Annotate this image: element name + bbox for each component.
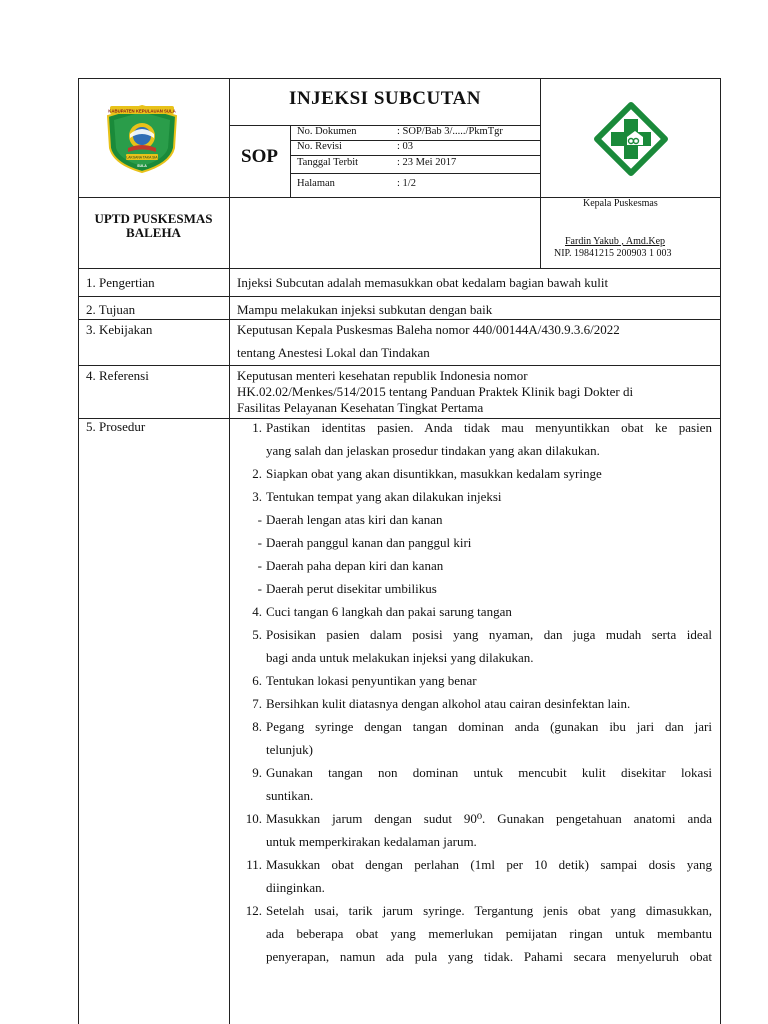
page-label: Halaman [297,178,335,189]
kebijakan-text-line1: Keputusan Kepala Puskesmas Baleha nomor 440/00144A/430.9.3.6/2022 [237,322,620,337]
procedure-step [238,669,712,692]
section-label-pengertian: 1. Pengertian [86,275,155,290]
divider-sections-col [229,268,230,1024]
emblem-motto-text: LAKSANA TAKA SIA [126,155,158,160]
referensi-text-line1: Keputusan menteri kesehatan republik Indonesia nomor [237,368,528,383]
step-number: 9. [252,765,262,780]
step-text-line: Gunakan tangan non dominan untuk mencubit kulit disekitar lokasi [266,765,712,780]
step-number: 12. [245,903,262,918]
step-text-line: Daerah panggul kanan dan panggul kiri [266,535,472,550]
step-text-line: Cuci tangan 6 langkah dan pakai sarung tangan [266,604,512,619]
step-number: - [257,558,262,573]
row-line-3 [290,173,540,174]
step-number: 11. [246,857,262,872]
step-text-line: Pastikan identitas pasien. Anda tidak mau menyuntikkan obat ke pasien [266,420,712,435]
divider-sop [290,125,291,197]
step-number: 1. [252,420,262,435]
step-text-line: Pegang syringe dengan tangan dominan anda (gunakan ibu jari dan jari [266,719,712,734]
step-text-line: Daerah paha depan kiri dan kanan [266,558,444,573]
border-right [720,78,721,1024]
step-text-line: suntikan. [266,788,314,803]
border-top [78,78,720,79]
step-text-line: Posisikan pasien dalam posisi yang nyaman, dan juga mudah serta ideal [266,627,712,642]
step-text-line: Masukkan obat dengan perlahan (1ml per 10 detik) sampai dosis yang [266,857,712,872]
step-number: - [257,581,262,596]
signature-nip: NIP. 19841215 200903 1 003 [554,248,672,259]
step-number: 4. [252,604,262,619]
page-title: INJEKSI SUBCUTAN [289,88,481,109]
row-line-tujuan [78,319,720,320]
row-line-kebijakan [78,365,720,366]
step-number: 2. [252,466,262,481]
procedure-step [238,899,712,968]
emblem-bottom-text: SULA [137,164,147,168]
procedure-step [238,508,712,531]
step-text-line: Daerah lengan atas kiri dan kanan [266,512,443,527]
step-text-line: Tentukan lokasi penyuntikan yang benar [266,673,477,688]
step-text-line: yang salah dan jelaskan prosedur tindakan yang akan dilakukan. [266,443,600,458]
step-number: - [257,535,262,550]
procedure-step [238,761,712,807]
referensi-text-line3: Fasilitas Pelayanan Kesehatan Tingkat Pertama [237,400,484,415]
divider-header-end [78,268,720,269]
referensi-text-line2: HK.02.02/Menkes/514/2015 tentang Panduan Praktek Klinik bagi Dokter di [237,384,634,399]
procedure-step [238,416,712,462]
puskesmas-logo [593,101,669,177]
section-label-prosedur: 5. Prosedur [86,419,146,434]
doc-number-label: No. Dokumen [297,126,357,137]
pengertian-text: Injeksi Subcutan adalah memasukkan obat kedalam bagian bawah kulit [237,275,609,290]
emblem-top-text: KABUPATEN KEPULAUAN SULA [108,108,176,114]
procedure-step [238,554,712,577]
step-text-line: bagi anda untuk melakukan injeksi yang dilakukan. [266,650,534,665]
step-text-line: Bersihkan kulit diatasnya dengan alkohol atau cairan desinfektan lain. [266,696,631,711]
procedure-step [238,531,712,554]
section-label-referensi: 4. Referensi [86,368,149,383]
revision-value: : 03 [397,141,414,152]
step-text-line: untuk memperkirakan kedalaman jarum. [266,834,477,849]
procedure-step [238,807,712,853]
page-value: : 1/2 [397,178,416,189]
step-number: - [257,512,262,527]
step-text-line: Siapkan obat yang akan disuntikkan, masukkan kedalam syringe [266,466,602,481]
org-name-line2: BALEHA [126,225,181,240]
procedure-step [238,577,712,600]
doc-number-value: : SOP/Bab 3/...../PkmTgr [397,126,503,137]
procedure-step [238,715,712,761]
sop-label: SOP [241,146,278,167]
regency-emblem-logo [104,104,180,174]
section-label-tujuan: 2. Tujuan [86,302,136,317]
procedure-step [238,623,712,669]
org-name-line1: UPTD PUSKESMAS [94,211,213,226]
step-text-line: penyerapan, namun ada pula yang tidak. Pahami secara menyeluruh obat [266,949,712,964]
procedure-step [238,462,712,485]
step-text-line: Daerah perut disekitar umbilikus [266,581,437,596]
procedure-step [238,600,712,623]
procedure-step [238,853,712,899]
step-number: 6. [252,673,262,688]
step-number: 10. [245,811,262,826]
step-text-line: diinginkan. [266,880,325,895]
issue-date-value: : 23 Mei 2017 [397,157,457,168]
procedure-step [238,692,712,715]
tujuan-text: Mampu melakukan injeksi subkutan dengan baik [237,302,493,317]
step-text-line: Setelah usai, tarik jarum syringe. Tergantung jenis obat yang dimasukkan, [266,903,712,918]
kebijakan-text-line2: tentang Anestesi Lokal dan Tindakan [237,345,430,360]
row-line-pengertian [78,296,720,297]
procedure-step [238,485,712,508]
step-text-line: telunjuk) [266,742,313,757]
step-text-line: Masukkan jarum dengan sudut 90⁰. Gunakan pengetahuan anatomi anda [266,811,712,826]
section-label-kebijakan: 3. Kebijakan [86,322,153,337]
step-number: 8. [252,719,262,734]
step-text-line: Tentukan tempat yang akan dilakukan injeksi [266,489,502,504]
step-number: 5. [252,627,262,642]
issue-date-label: Tanggal Terbit [297,157,359,168]
signature-name: Fardin Yakub , Amd.Kep [565,236,666,247]
signature-role: Kepala Puskesmas [583,198,658,209]
step-number: 3. [252,489,262,504]
step-text-line: ada beberapa obat yang memerlukan pemijatan ringan untuk membantu [266,926,712,941]
step-number: 7. [252,696,262,711]
revision-label: No. Revisi [297,141,342,152]
row-line-2 [290,155,540,156]
